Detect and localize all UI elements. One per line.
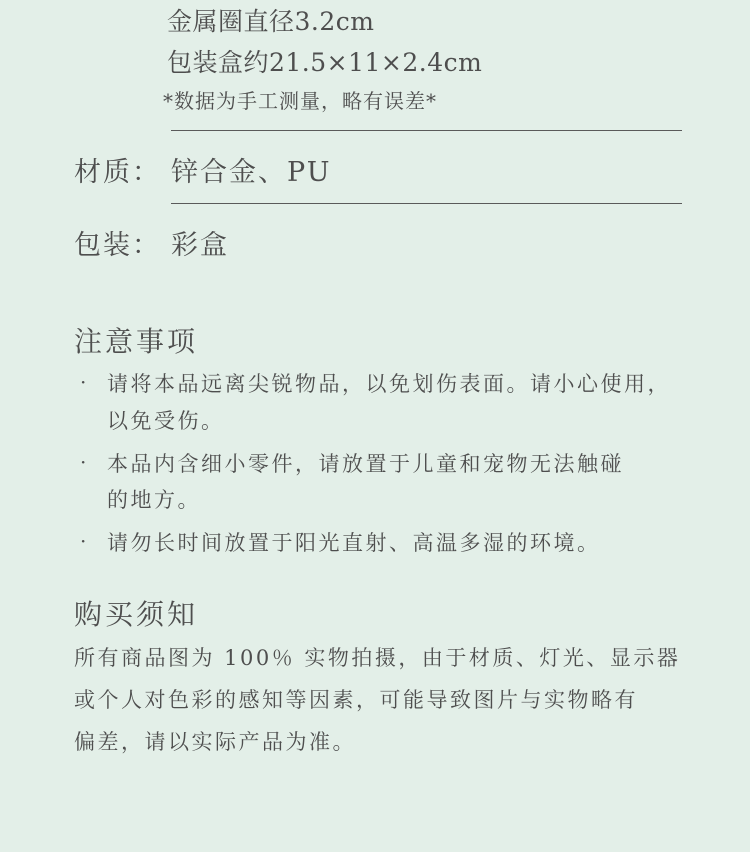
notes-item-2-line-1: 本品内含细小零件，请放置于儿童和宠物无法触碰	[107, 452, 624, 476]
notes-item-2-line-2: 的地方。	[107, 488, 201, 512]
bullet-icon: ·	[80, 529, 87, 553]
notes-item-3-line-1: 请勿长时间放置于阳光直射、高温多湿的环境。	[107, 531, 601, 555]
ring-diameter-text: 金属圈直径3.2cm	[167, 7, 375, 36]
notes-title: 注意事项	[74, 325, 199, 358]
divider-line	[171, 203, 682, 204]
packaging-value: 彩盒	[171, 230, 229, 261]
box-size-text: 包装盒约21.5×11×2.4cm	[167, 48, 483, 77]
purchase-title: 购买须知	[74, 598, 199, 631]
material-value: 锌合金、PU	[171, 157, 332, 188]
bullet-icon: ·	[80, 450, 87, 474]
notes-item-1-line-2: 以免受伤。	[107, 409, 225, 433]
purchase-line-3: 偏差，请以实际产品为准。	[74, 730, 356, 754]
notes-item-1-line-1: 请将本品远离尖锐物品，以免划伤表面。请小心使用，	[107, 372, 671, 396]
packaging-label: 包装：	[74, 230, 161, 261]
divider-line	[171, 130, 682, 131]
purchase-line-1: 所有商品图为 100％ 实物拍摄，由于材质、灯光、显示器	[74, 646, 681, 670]
measure-note-text: *数据为手工测量，略有误差*	[163, 89, 437, 113]
purchase-line-2: 或个人对色彩的感知等因素，可能导致图片与实物略有	[74, 688, 638, 712]
bullet-icon: ·	[80, 370, 87, 394]
material-label: 材质：	[74, 157, 161, 188]
